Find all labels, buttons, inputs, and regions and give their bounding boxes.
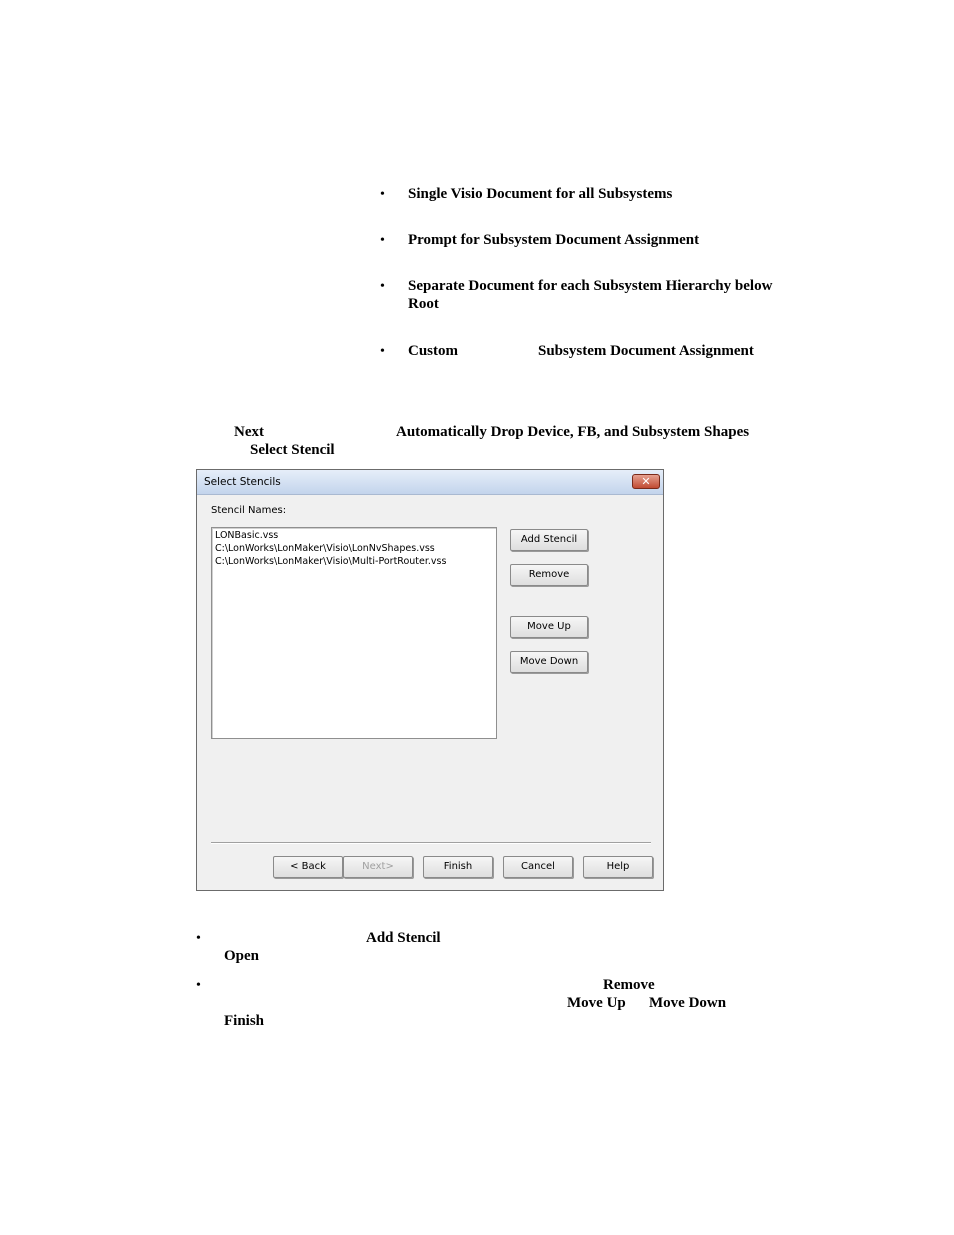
list-item[interactable]: C:\LonWorks\LonMaker\Visio\Multi-PortRouter.vss bbox=[215, 556, 447, 567]
note-move-down: Move Down bbox=[649, 995, 727, 1011]
list-item[interactable]: LONBasic.vss bbox=[215, 530, 279, 541]
intro-auto-drop: Automatically Drop Device, FB, and Subsystem Shapes bbox=[396, 424, 750, 440]
bullet-glyph: • bbox=[196, 978, 201, 993]
bullet-glyph: • bbox=[380, 279, 385, 294]
option-separate-document: Separate Document for each Subsystem Hierarchy below bbox=[408, 278, 773, 294]
finish-button[interactable]: Finish bbox=[423, 856, 493, 878]
close-icon[interactable]: ✕ bbox=[632, 474, 660, 489]
cancel-button[interactable]: Cancel bbox=[503, 856, 573, 878]
remove-button[interactable]: Remove bbox=[510, 564, 588, 586]
move-down-button[interactable]: Move Down bbox=[510, 651, 588, 673]
bullet-glyph: • bbox=[380, 233, 385, 248]
note-remove: Remove bbox=[603, 977, 655, 993]
option-separate-document-root: Root bbox=[408, 296, 439, 312]
add-stencil-button[interactable]: Add Stencil bbox=[510, 529, 588, 551]
next-button[interactable]: Next> bbox=[343, 856, 413, 878]
dialog-titlebar[interactable] bbox=[197, 470, 663, 495]
option-custom-assignment: Subsystem Document Assignment bbox=[538, 343, 754, 359]
note-finish: Finish bbox=[224, 1013, 265, 1029]
dialog-title: Select Stencils bbox=[204, 476, 281, 488]
stencil-listbox[interactable] bbox=[211, 527, 497, 739]
back-button[interactable]: < Back bbox=[273, 856, 343, 878]
move-up-button[interactable]: Move Up bbox=[510, 616, 588, 638]
list-item[interactable]: C:\LonWorks\LonMaker\Visio\LonNvShapes.vss bbox=[215, 543, 435, 554]
help-button[interactable]: Help bbox=[583, 856, 653, 878]
bullet-glyph: • bbox=[380, 187, 385, 202]
note-move-up: Move Up bbox=[567, 995, 626, 1011]
bullet-glyph: • bbox=[196, 931, 201, 946]
note-open: Open bbox=[224, 948, 260, 964]
divider bbox=[211, 842, 651, 844]
option-custom: Custom bbox=[408, 343, 459, 359]
select-stencils-dialog bbox=[196, 469, 664, 891]
option-prompt-assignment: Prompt for Subsystem Document Assignment bbox=[408, 232, 700, 248]
stencil-names-label: Stencil Names: bbox=[211, 505, 287, 516]
bullet-glyph: • bbox=[380, 344, 385, 359]
option-single-document: Single Visio Document for all Subsystems bbox=[408, 186, 673, 202]
intro-select-stencil: Select Stencil bbox=[250, 442, 335, 458]
note-add-stencil: Add Stencil bbox=[366, 930, 441, 946]
intro-next: Next bbox=[234, 424, 264, 440]
